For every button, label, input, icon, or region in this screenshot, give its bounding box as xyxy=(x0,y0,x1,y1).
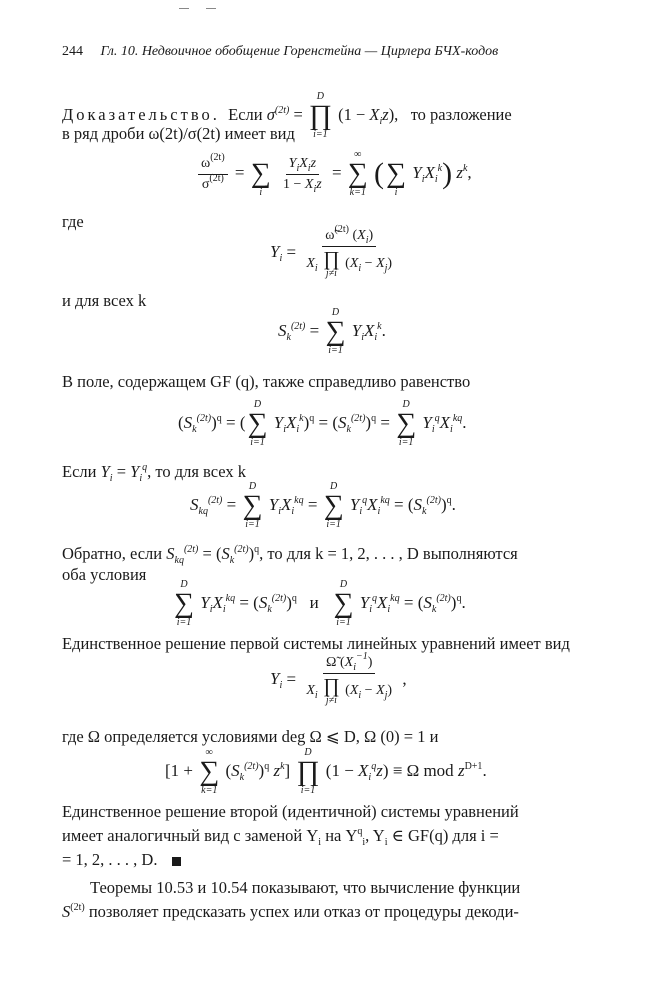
unique-second-line-3 xyxy=(62,846,622,873)
text-replace: на Y xyxy=(321,826,358,845)
theorems-line-1: Теоремы 10.53 и 10.54 показывают, что вычисление функции xyxy=(90,878,521,897)
for-all-k-label: и для всех k xyxy=(62,291,147,310)
text-range: = 1, 2, . . . , D. xyxy=(62,850,158,869)
unique-second-line-2: имеет аналогичный вид с заменой $Y_i$ на $Y^q_i$, $Y_i$ ∈ GF(q) для i = xyxy=(62,826,499,848)
proof-paragraph-line-2: в ряд дроби ω(2t)/σ(2t) имеет вид xyxy=(62,124,295,143)
equation-skq: $S_{kq}^{(2t)}$ = D ∑ i=1 $Y_iX_i^{kq}$ = D ∑ i=1 $Y_i^qX_i^{kq} = (S_k^{(2t)})^q$. xyxy=(190,481,456,530)
omega-def-line: где Ω определяется условиями deg Ω ⩽ D, Ω (0) = 1 и xyxy=(62,727,439,746)
top-dash-mark xyxy=(179,8,189,9)
text-analogous: имеет аналогичный вид с заменой Y xyxy=(62,826,319,845)
text-if-2: Если xyxy=(62,462,97,481)
text-comma-y: , Y xyxy=(365,826,385,845)
text-decomposition: то разложение xyxy=(410,104,512,124)
equation-series: $\frac{\omega^{(2t)}}{\sigma^{(2t)}}$ = ∑ i $\frac{Y_iX_iz}{1 - X_iz}$ = ∞ ∑ k=1 ( ∑ i $Y_iX_i^k$) $z^k$, xyxy=(195,150,472,198)
top-dash-mark xyxy=(206,8,216,9)
converse-line: Обратно, если $S_{kq}^{(2t)} = (S_k^{(2t)})^q$, то для k = 1, 2, . . . , D выполняются xyxy=(62,544,518,566)
equation-omega-mod: [1 + ∞ ∑ k=1 $(S_k^{(2t)})^q$ $z^k$] D ∏ i=1 $(1 - X_i^qz) \equiv \Omega$ mod $z^{D+1}$. xyxy=(165,747,487,796)
unique-second-line-1: Единственное решение второй (идентичной) системы уравнений xyxy=(62,802,519,821)
unique-first-line: Единственное решение первой системы линейных уравнений имеет вид xyxy=(62,634,570,653)
theorems-line-2: $S^{(2t)}$ позволяет предсказать успех или отказ от процедуры декоди- xyxy=(62,902,519,921)
page-number: 244 xyxy=(62,44,83,59)
qed-square-icon xyxy=(172,857,181,866)
running-title: Гл. 10. Недвоичное обобщение Горенстейна — Цирлера БЧХ-кодов xyxy=(100,44,499,59)
both-conditions-label: оба условия xyxy=(62,565,147,584)
equation-power-q: $(S_k^{(2t)})^q$ = ( D ∑ i=1 $Y_iX_i^k)^q = (S_k^{(2t)})^q$ = D ∑ i=1 $Y_i^qX_i^{kq}$. xyxy=(178,399,467,448)
text-and: и xyxy=(309,592,319,612)
text-if: Если xyxy=(228,104,263,124)
text-predict: позволяет предсказать успех или отказ от процедуры декоди- xyxy=(88,902,519,921)
text-converse: Обратно, если xyxy=(62,544,163,563)
equation-conditions: D ∑ i=1 $Y_iX_i^{kq} = (S_k^{(2t)})^q$ и D ∑ i=1 $Y_i^qX_i^{kq} = (S_k^{(2t)})^q$. xyxy=(174,579,466,628)
running-header xyxy=(62,44,602,60)
equation-omega-solution: $Y_i$ = Ω̃ $(X_i^{-1})$ $X_i$ ∏ j≠i $(X_i - X_j)$ , xyxy=(270,651,407,706)
text-for-k: , то для k = 1, 2, . . . , D выполняются xyxy=(259,544,518,563)
proof-label: Доказательство. xyxy=(62,104,220,124)
if-y-line: Если $Y_i = Y_i^q$, то для всех k xyxy=(62,462,247,484)
text-in-gf: ∈ GF(q) для i = xyxy=(387,826,499,845)
field-sentence: В поле, содержащем GF (q), также справедливо равенство xyxy=(62,372,471,391)
proof-paragraph-line-1: Доказательство. Если $\sigma^{(2t)}$ = D ∏ i=1 $(1 - X_iz)$, то разложение xyxy=(62,91,512,140)
equation-yi: $Y_i$ = ω̃$^{(2t)}$ $(X_i)$ $X_i$ ∏ j≠i $(X_i - X_j)$ xyxy=(270,224,393,279)
equation-sk: $S_k^{(2t)}$ = D ∑ i=1 $Y_iX_i^k$. xyxy=(278,307,386,356)
text-for-all-k: , то для всех k xyxy=(147,462,247,481)
where-label: где xyxy=(62,212,84,231)
